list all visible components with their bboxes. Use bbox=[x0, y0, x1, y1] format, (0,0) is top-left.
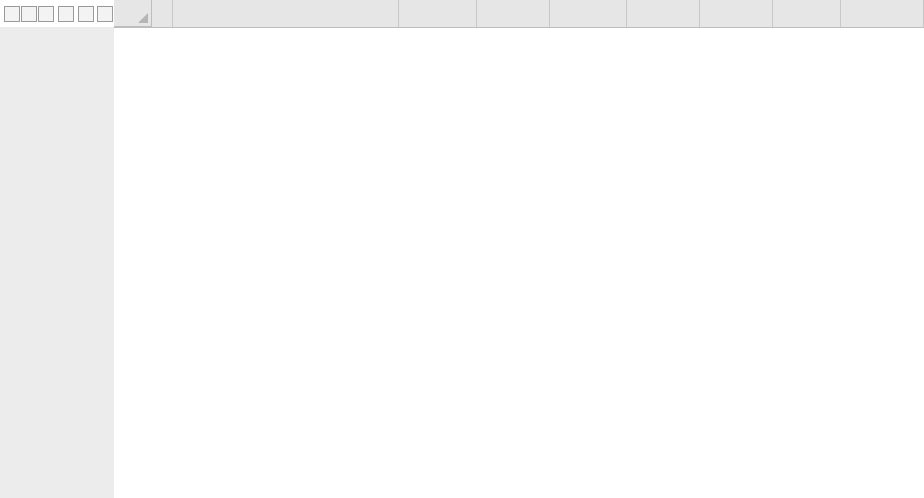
column-header-c[interactable] bbox=[399, 0, 477, 27]
select-all-corner[interactable] bbox=[114, 0, 152, 27]
column-header-a[interactable] bbox=[152, 0, 173, 27]
outline-gutter bbox=[0, 27, 114, 498]
outline-level-bar bbox=[0, 0, 114, 27]
column-header-h[interactable] bbox=[773, 0, 841, 27]
outline-level-6-button[interactable] bbox=[97, 6, 113, 22]
column-header-e[interactable] bbox=[550, 0, 627, 27]
column-header-d[interactable] bbox=[477, 0, 550, 27]
column-header-b[interactable] bbox=[173, 0, 399, 27]
outline-level-2-button[interactable] bbox=[21, 6, 37, 22]
outline-level-3-button[interactable] bbox=[38, 6, 54, 22]
column-header-g[interactable] bbox=[700, 0, 773, 27]
outline-level-1-button[interactable] bbox=[4, 6, 20, 22]
outline-level-5-button[interactable] bbox=[78, 6, 94, 22]
outline-level-4-button[interactable] bbox=[58, 6, 74, 22]
worksheet-grid[interactable] bbox=[152, 27, 924, 498]
column-header-i[interactable] bbox=[841, 0, 924, 27]
select-all-icon bbox=[138, 13, 148, 23]
column-header-f[interactable] bbox=[627, 0, 700, 27]
